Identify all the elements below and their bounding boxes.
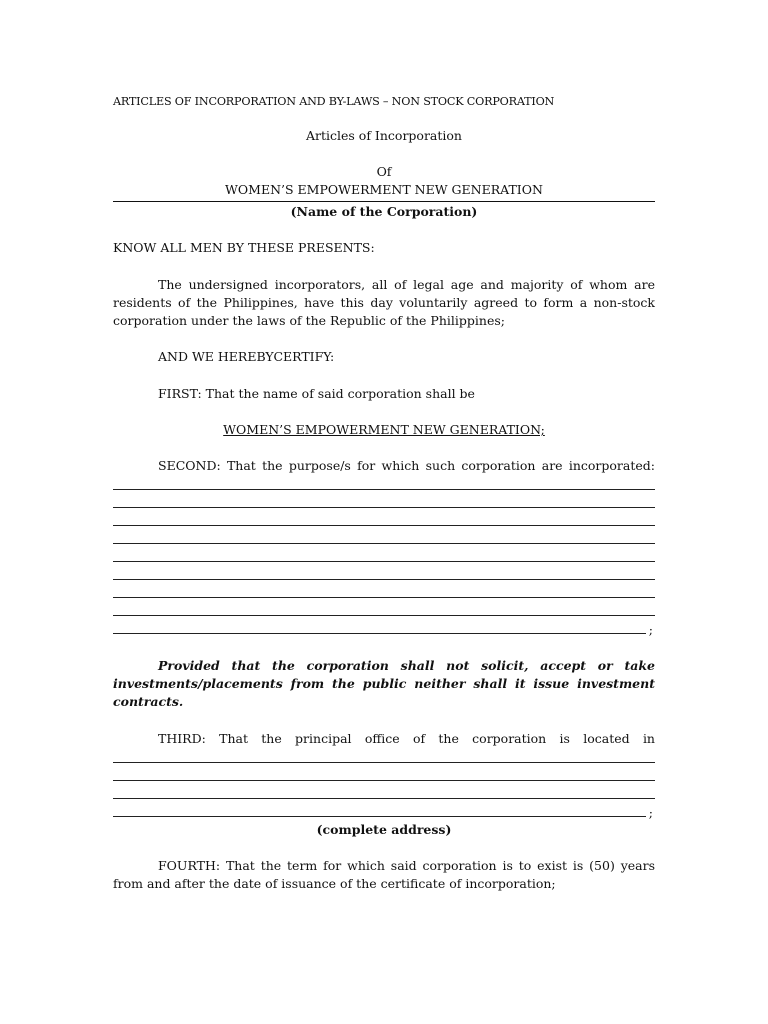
proviso-line-3: contracts. xyxy=(113,694,184,709)
certify-heading: AND WE HEREBYCERTIFY: xyxy=(158,349,335,364)
para1-line-3: corporation under the laws of the Republic of the Philippines; xyxy=(113,313,505,328)
purpose-blank-8[interactable] xyxy=(113,615,655,616)
of-label: Of xyxy=(376,164,392,179)
purpose-blank-5[interactable] xyxy=(113,561,655,562)
address-caption: (complete address) xyxy=(316,822,452,837)
purpose-blank-4[interactable] xyxy=(113,543,655,544)
purpose-blank-1[interactable] xyxy=(113,489,655,490)
fourth-line-2: from and after the date of issuance of the certificate of incorporation; xyxy=(113,876,556,891)
address-blank-4[interactable] xyxy=(113,816,646,817)
name-rule xyxy=(113,201,655,202)
third-clause: THIRD: That the principal office of the corporation is located in xyxy=(158,731,655,746)
address-semicolon: ; xyxy=(648,805,653,820)
purpose-blank-2[interactable] xyxy=(113,507,655,508)
address-blank-1[interactable] xyxy=(113,762,655,763)
corporation-name: WOMEN’S EMPOWERMENT NEW GENERATION xyxy=(225,182,543,197)
para1-line-2: residents of the Philippines, have this day voluntarily agreed to form a non-stock xyxy=(113,295,655,310)
fourth-line-1: FOURTH: That the term for which said corporation is to exist is (50) years xyxy=(158,858,655,873)
purpose-blank-6[interactable] xyxy=(113,579,655,580)
proviso-line-1: Provided that the corporation shall not solicit, accept or take xyxy=(158,658,655,673)
proviso-line-2: investments/placements from the public neither shall it issue investment xyxy=(113,676,655,691)
address-blank-3[interactable] xyxy=(113,798,655,799)
name-caption: (Name of the Corporation) xyxy=(290,204,478,219)
first-clause: FIRST: That the name of said corporation shall be xyxy=(158,386,475,401)
document-header: ARTICLES OF INCORPORATION AND BY-LAWS – NON STOCK CORPORATION xyxy=(113,95,555,108)
second-clause: SECOND: That the purpose/s for which such corporation are incorporated: xyxy=(158,458,655,473)
purpose-blank-3[interactable] xyxy=(113,525,655,526)
purpose-blank-9[interactable] xyxy=(113,633,646,634)
first-corporation-name: WOMEN’S EMPOWERMENT NEW GENERATION; xyxy=(223,422,545,437)
document-title: Articles of Incorporation xyxy=(306,128,462,143)
know-all-heading: KNOW ALL MEN BY THESE PRESENTS: xyxy=(113,240,375,255)
address-blank-2[interactable] xyxy=(113,780,655,781)
purpose-blank-7[interactable] xyxy=(113,597,655,598)
para1-line-1: The undersigned incorporators, all of legal age and majority of whom are xyxy=(158,277,655,292)
purpose-semicolon: ; xyxy=(648,622,653,637)
